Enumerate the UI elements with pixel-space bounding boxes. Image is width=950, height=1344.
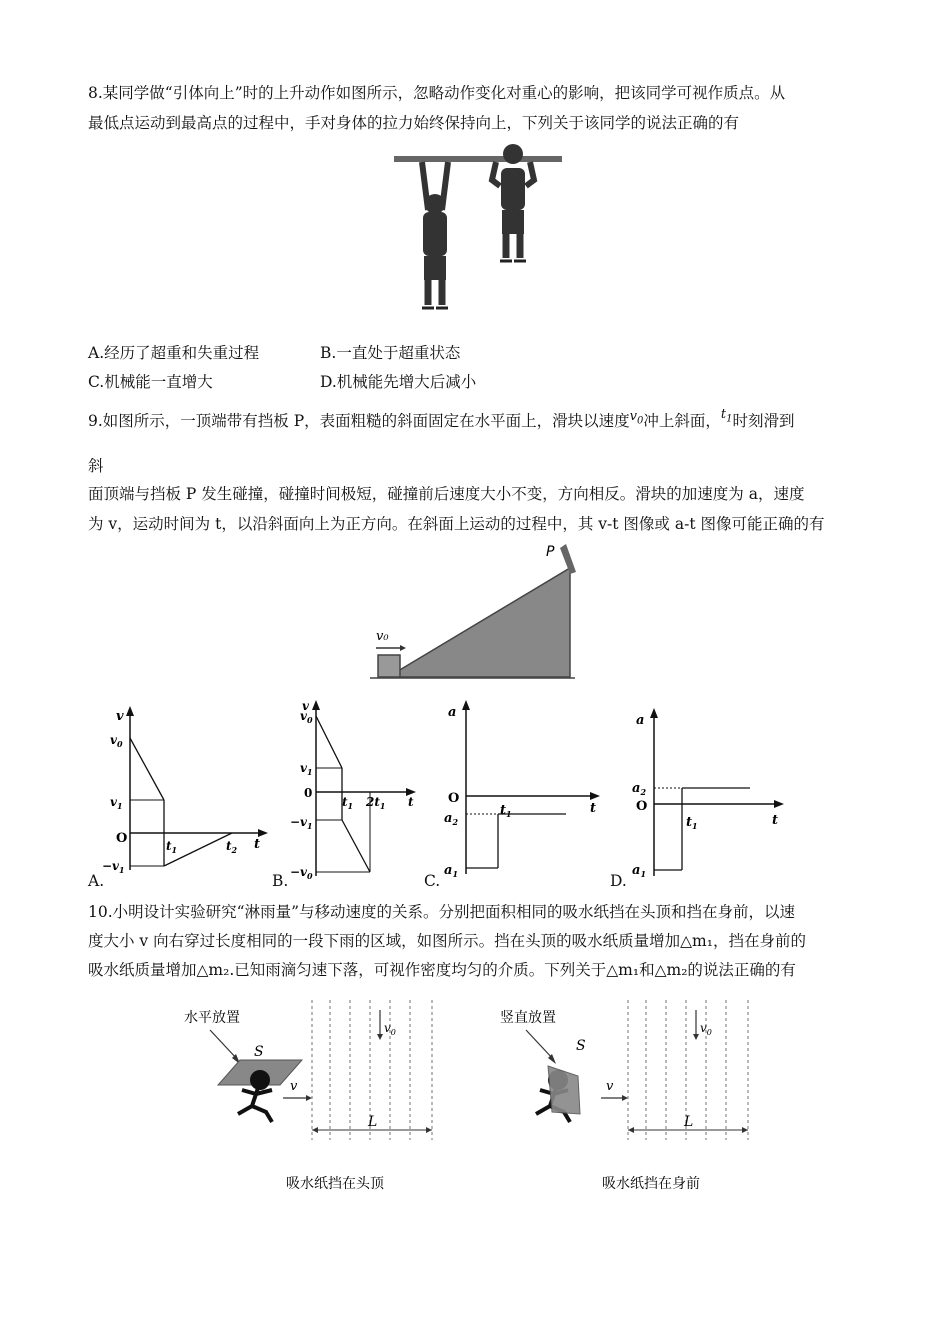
svg-text:O: O — [636, 799, 648, 814]
q8-option-a: A.经历了超重和失重过程 — [88, 344, 260, 362]
graph-c — [436, 696, 606, 880]
svg-text:v1: $v_1$ — [300, 761, 313, 777]
t1-symbol: t1 — [720, 407, 733, 425]
pull-up-figure — [392, 140, 564, 315]
svg-text:0: 0 — [304, 786, 313, 800]
graph-d-y-label: a — [636, 713, 645, 728]
svg-text:S: S — [576, 1038, 586, 1054]
q9-line-1-c: 时刻滑到 — [732, 412, 795, 430]
rain-figure-vertical — [496, 990, 766, 1205]
svg-text:v0: $v_0$ — [300, 709, 313, 725]
svg-text:L: L — [684, 1114, 694, 1130]
athlete-low-icon — [422, 162, 448, 308]
graph-b-option: B. — [272, 872, 289, 890]
q8-option-d: D.机械能先增大后减小 — [320, 373, 477, 391]
graph-b — [280, 696, 430, 880]
label-p: P — [546, 544, 555, 560]
caption-horizontal: 吸水纸挡在头顶 — [286, 1176, 384, 1192]
svg-text:−v1: $-v_1$ — [102, 859, 125, 875]
graph-d-option: D. — [610, 872, 627, 890]
svg-text:S: S — [254, 1044, 264, 1060]
svg-text:t1: $t_1$ — [500, 803, 512, 819]
svg-text:−v0: $-v_0$ — [290, 865, 313, 880]
svg-text:t1: $t_1$ — [342, 795, 354, 811]
graph-b-x-label: t — [408, 795, 414, 809]
graph-a-x-label: t — [254, 837, 261, 852]
graph-c-y-label: a — [448, 705, 457, 720]
graph-a — [90, 700, 270, 880]
graph-d-x-label: t — [772, 813, 779, 828]
q9-line-1-b: 冲上斜面， — [643, 412, 721, 430]
q8-option-c: C.机械能一直增大 — [88, 373, 213, 391]
q9-line-3: 面顶端与挡板 P 发生碰撞，碰撞时间极短，碰撞前后速度大小不变，方向相反。滑块的加速度为 a，速度 — [88, 485, 805, 503]
graph-c-option: C. — [424, 872, 441, 890]
slider-block — [378, 655, 400, 677]
svg-text:2t1: $2t_1$ — [366, 795, 386, 811]
svg-text:a2: $a_2$ — [632, 781, 647, 797]
svg-text:−v1: $-v_1$ — [290, 815, 313, 831]
graph-b-y-label: v — [302, 699, 309, 713]
graph-c-x-label: t — [590, 801, 597, 816]
q9-line-2: 斜 — [88, 457, 104, 475]
q9-line-4: 为 v，运动时间为 t，以沿斜面向上为正方向。在斜面上运动的过程中，其 v-t 图像或 a-t 图像可能正确的有 — [88, 515, 825, 533]
q8-option-b: B.一直处于超重状态 — [320, 344, 461, 362]
q9-line-1-a: 9.如图所示，一顶端带有挡板 P，表面粗糙的斜面固定在水平面上，滑块以速度 — [88, 412, 630, 430]
svg-text:O: O — [116, 831, 128, 846]
caption-vertical: 吸水纸挡在身前 — [602, 1176, 700, 1192]
q8-line-2: 最低点运动到最高点的过程中，手对身体的拉力始终保持向上，下列关于该同学的说法正确的有 — [88, 114, 740, 132]
svg-text:t2: $t_2$ — [226, 839, 238, 855]
tag-vertical: 竖直放置 — [500, 1010, 556, 1026]
svg-text:v0: $v_0$ — [700, 1021, 712, 1037]
svg-text:t1: $t_1$ — [166, 839, 178, 855]
svg-text:t1: $t_1$ — [686, 815, 698, 831]
incline-figure — [370, 538, 580, 683]
graph-a-option: A. — [88, 872, 105, 890]
graph-d — [626, 700, 796, 880]
q10-line-3: 吸水纸质量增加△m₂.已知雨滴匀速下落，可视作密度均匀的介质。下列关于△m₁和△m₂的说法正确的有 — [88, 961, 796, 979]
v0-symbol: v0 — [629, 409, 644, 427]
svg-text:L: L — [368, 1114, 378, 1130]
graph-a-y-label: v — [116, 709, 124, 724]
rain-figure-horizontal — [180, 990, 450, 1205]
svg-text:a1: $a_1$ — [632, 863, 647, 879]
svg-text:v0: $v_0$ — [384, 1021, 396, 1037]
svg-text:a1: $a_1$ — [444, 863, 459, 879]
tag-horizontal: 水平放置 — [184, 1010, 240, 1026]
svg-text:v1: $v_1$ — [110, 795, 123, 811]
svg-text:v: v — [290, 1079, 298, 1094]
svg-text:O: O — [448, 791, 460, 806]
svg-text:v: v — [606, 1079, 614, 1094]
q9-line-1 — [88, 407, 795, 439]
label-v0: v₀ — [376, 629, 389, 644]
q10-line-1: 10.小明设计实验研究“淋雨量”与移动速度的关系。分别把面积相同的吸水纸挡在头顶和挡在身前，以速 — [88, 903, 796, 921]
q8-line-1: 8.某同学做“引体向上”时的上升动作如图所示，忽略动作变化对重心的影响，把该同学可视作质点。从 — [88, 84, 786, 102]
paper-vertical — [548, 1066, 580, 1114]
svg-text:v0: $v_0$ — [110, 733, 123, 749]
q10-line-2: 度大小 v 向右穿过长度相同的一段下雨的区域，如图所示。挡在头顶的吸水纸质量增加△m₁，挡在身前的 — [88, 932, 806, 950]
svg-text:a2: $a_2$ — [444, 811, 459, 827]
